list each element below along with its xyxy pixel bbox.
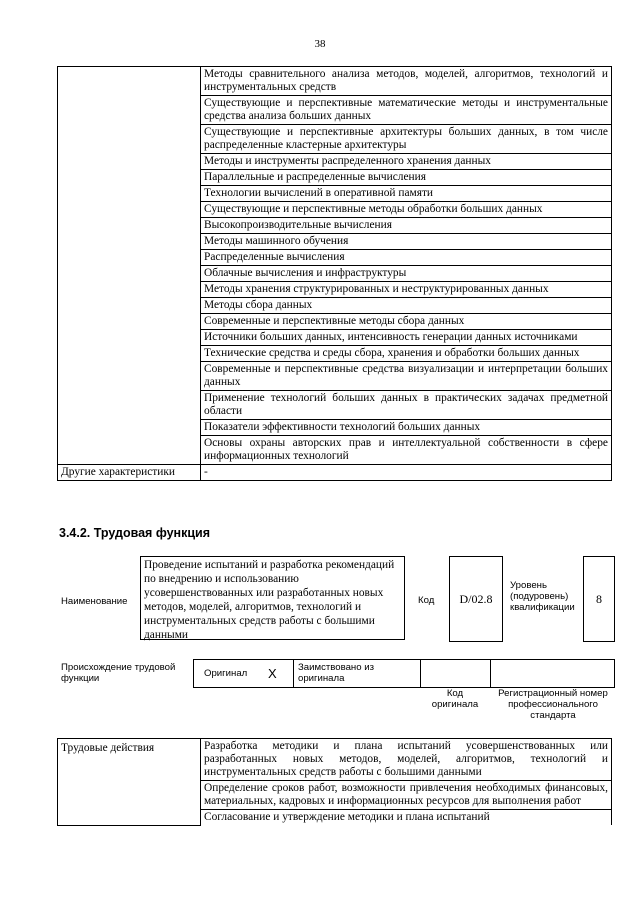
knowledge-item: Технологии вычислений в оперативной памяти	[201, 186, 612, 202]
borrowed-label: Заимствовано из оригинала	[298, 662, 374, 684]
knowledge-table	[57, 66, 612, 481]
origin-original-cell	[194, 660, 294, 687]
function-code-box	[449, 556, 503, 642]
actions-table	[57, 738, 612, 826]
function-code: D/02.8	[459, 591, 493, 606]
table-row	[58, 739, 612, 781]
page-number: 38	[314, 38, 326, 50]
knowledge-item: Существующие и перспективные методы обработки больших данных	[201, 202, 612, 218]
original-mark: X	[268, 666, 277, 681]
knowledge-item: Методы хранения структурированных и неструктурированных данных	[201, 282, 612, 298]
knowledge-item: Высокопроизводительные вычисления	[201, 218, 612, 234]
action-item: Согласование и утверждение методики и плана испытаний	[201, 810, 612, 826]
knowledge-item: Распределенные вычисления	[201, 250, 612, 266]
other-chars-value: -	[201, 465, 612, 481]
knowledge-item: Показатели эффективности технологий больших данных	[201, 420, 612, 436]
knowledge-item: Облачные вычисления и инфраструктуры	[201, 266, 612, 282]
origin-label: Происхождение трудовой функции	[61, 662, 176, 684]
knowledge-item: Современные и перспективные средства визуализации и интерпретации больших данных	[201, 362, 612, 391]
knowledge-item: Существующие и перспективные архитектуры больших данных, в том числе распределенные кластерные архитектуры	[201, 125, 612, 154]
name-label: Наименование	[61, 596, 128, 607]
origin-reg-cell	[491, 660, 614, 687]
knowledge-item: Основы охраны авторских прав и интеллектуальной собственности в сфере информационных технологий	[201, 436, 612, 465]
knowledge-item: Параллельные и распределенные вычисления	[201, 170, 612, 186]
level-value: 8	[596, 591, 602, 606]
knowledge-item: Существующие и перспективные математические методы и инструментальные средства анализа больших данных	[201, 96, 612, 125]
knowledge-item: Современные и перспективные методы сбора данных	[201, 314, 612, 330]
origin-row	[193, 659, 615, 688]
origin-code-cell	[421, 660, 491, 687]
action-item: Разработка методики и плана испытаний усовершенствованных или разработанных новых методов, моделей, алгоритмов, технологий и инструментальных средств работы с большими данными	[201, 739, 612, 781]
knowledge-item: Методы сбора данных	[201, 298, 612, 314]
knowledge-item: Методы машинного обучения	[201, 234, 612, 250]
knowledge-item: Методы сравнительного анализа методов, моделей, алгоритмов, технологий и инструментальных средств	[201, 67, 612, 96]
section-title: 3.4.2. Трудовая функция	[59, 526, 211, 540]
level-label: Уровень (подуровень) квалификации	[510, 580, 575, 613]
knowledge-item: Технические средства и среды сбора, хранения и обработки больших данных	[201, 346, 612, 362]
origin-borrowed-cell	[294, 660, 421, 687]
knowledge-item: Источники больших данных, интенсивность генерации данных источниками	[201, 330, 612, 346]
table-row	[58, 67, 612, 96]
code-caption: Код оригинала	[431, 688, 479, 710]
knowledge-item: Применение технологий больших данных в практических задачах предметной области	[201, 391, 612, 420]
function-name-box	[140, 556, 405, 640]
reg-caption: Регистрационный номер профессионального стандарта	[498, 688, 608, 721]
actions-label: Трудовые действия	[58, 739, 201, 826]
knowledge-label-cell	[58, 67, 201, 465]
table-row	[58, 465, 612, 481]
original-label: Оригинал	[204, 668, 248, 679]
action-item: Определение сроков работ, возможности привлечения необходимых финансовых, материальных, кадровых и информационных ресурсов для выполнения работ	[201, 781, 612, 810]
other-chars-label: Другие характеристики	[58, 465, 201, 481]
knowledge-item: Методы и инструменты распределенного хранения данных	[201, 154, 612, 170]
function-name: Проведение испытаний и разработка рекомендаций по внедрению и использованию усовершенствованных или разработанных новых методов, моделей, алгоритмов, технологий и инструментальных средств работы с большими данными	[144, 559, 395, 641]
code-label: Код	[418, 595, 435, 606]
level-box	[583, 556, 615, 642]
